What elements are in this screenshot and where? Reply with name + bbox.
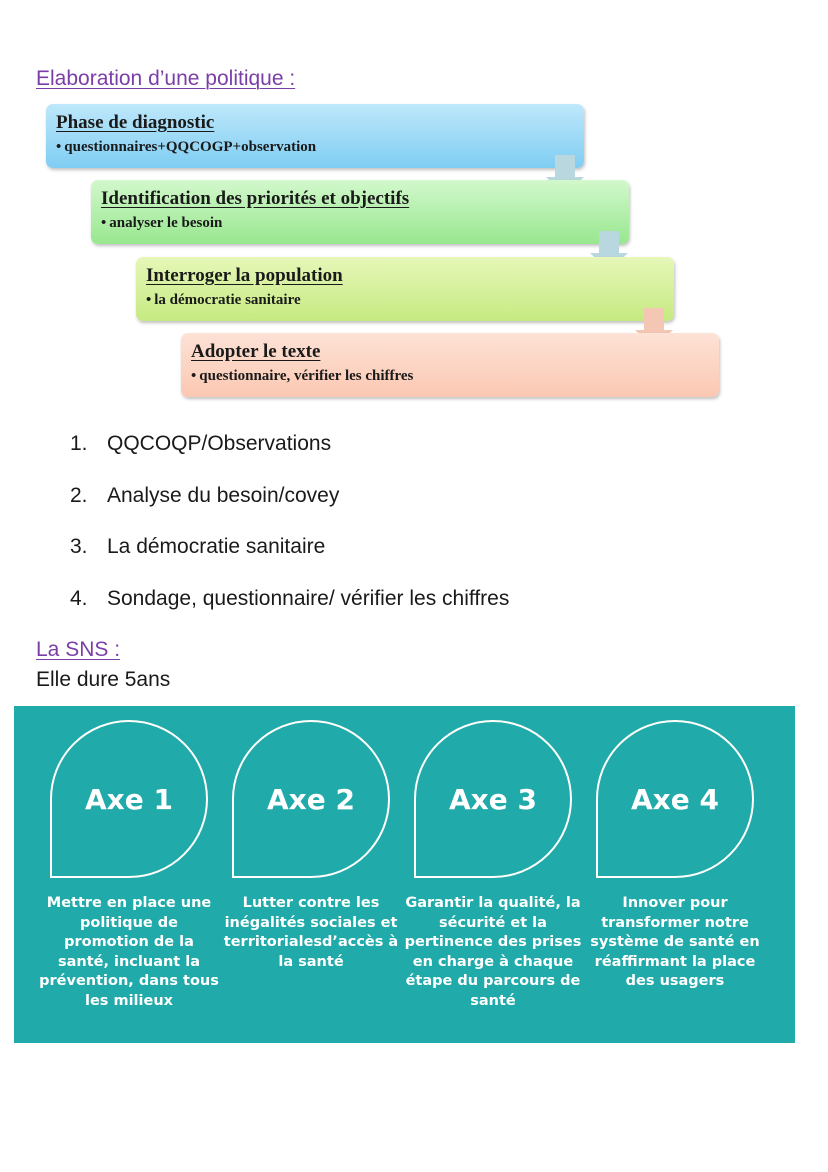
axe-description: Mettre en place une politique de promotion de la santé, incluant la prévention, dans tous les milieux [39,895,219,1009]
step-bullet: • la démocratie sanitaire [146,292,674,309]
step-bullet: • questionnaire, vérifier les chiffres [191,368,719,385]
axe-description: Innover pour transformer notre système de santé en réaffirmant la place des usagers [590,895,760,989]
section-heading-politique: Elaboration d’une politique : [36,67,296,90]
axe-label: Axe 2 [267,782,355,816]
process-step-priorites [91,180,629,244]
step-bullet: • questionnaires+QQCOGP+observation [56,139,584,156]
numbered-list [70,432,509,638]
list-item: 3. La démocratie sanitaire [70,535,326,558]
axe-description: Garantir la qualité, la sécurité et la pertinence des prises en charge à chaque étape du parcours de santé [404,895,582,1009]
step-title: Identification des priorités et objectifs [101,188,410,209]
step-title: Phase de diagnostic [56,112,215,133]
step-bullet: • analyser le besoin [101,215,629,232]
sns-duration-text: Elle dure 5ans [36,668,171,691]
step-title: Adopter le texte [191,341,321,362]
step-title: Interroger la population [146,265,343,286]
list-item: 1. QQCOQP/Observations [70,432,332,455]
list-item: 2. Analyse du besoin/covey [70,483,340,507]
sns-axes-panel [14,706,795,1043]
section-heading-sns: La SNS : [36,638,121,661]
axe-description: Lutter contre les inégalités sociales et territorialesd’accès à la santé [223,895,399,970]
list-item: 4. Sondage, questionnaire/ vérifier les chiffres [70,586,510,610]
process-step-texte [181,333,719,397]
process-step-population [136,257,674,321]
axe-label: Axe 1 [85,782,173,816]
process-step-diagnostic [46,104,584,168]
axe-label: Axe 4 [631,782,719,816]
axe-label: Axe 3 [449,782,537,816]
